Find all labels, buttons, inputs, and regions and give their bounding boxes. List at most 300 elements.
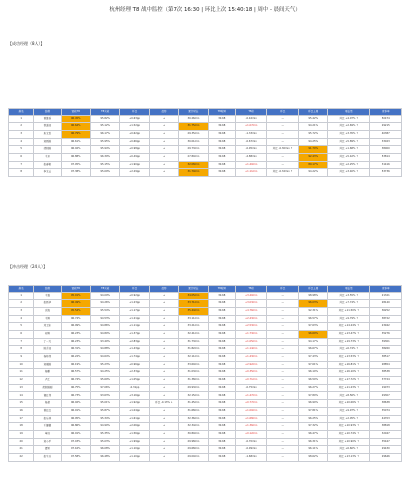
cell-t8-time: 30.68	[208, 161, 235, 169]
table-row-challenge	[9, 446, 402, 454]
cell-t8-actual: 95.69%	[90, 377, 119, 385]
cell-total-duration: 32.08min	[179, 161, 208, 169]
cell-change: +0.66pp	[120, 138, 149, 146]
table-row-challenge	[9, 392, 402, 400]
cell-competition: 38638	[370, 400, 402, 408]
cell-change-2: —	[267, 161, 299, 169]
cell-revenue-t8: 96.61%	[61, 138, 90, 146]
cell-t8-time: 30.68	[208, 430, 235, 438]
cell-t8-actual: 95.01%	[90, 400, 119, 408]
cell-revenue-t8: 96.79%	[61, 130, 90, 138]
cell-total-duration: 34.05min	[179, 292, 208, 300]
cell-change-2: —	[267, 423, 299, 431]
cell-change-2: —	[267, 153, 299, 161]
table-row-challenge	[9, 307, 402, 315]
cell-rank: 3	[9, 307, 34, 315]
cell-t8-price: -0.95min	[235, 146, 267, 154]
cell-rank: 1	[9, 292, 34, 300]
cell-t8-actual: 96.48%	[90, 453, 119, 461]
cell-change: +1.23pp	[120, 300, 149, 308]
cell-t8-price: +1.07min	[235, 123, 267, 131]
cell-revenue-t8: 96.99%	[61, 323, 90, 331]
cell-change-2: 环比 -0.30min ↑	[267, 146, 299, 154]
cell-t8-time: 30.68	[208, 446, 235, 454]
cell-t8-actual: 94.09%	[90, 292, 119, 300]
cell-revenue-t8: 96.92%	[61, 400, 90, 408]
table-row-challenge	[9, 423, 402, 431]
cell-trend: →	[149, 423, 178, 431]
cell-rank: 14	[9, 392, 34, 400]
cell-t8-time: 30.68	[208, 138, 235, 146]
cell-t8-actual: 93.40%	[90, 338, 119, 346]
section-label-challenge: 【冲击经理（24人）】	[8, 264, 48, 269]
cell-t8-price: +0.12min	[235, 430, 267, 438]
cell-manager: 余海	[34, 307, 61, 315]
column-header-week-change: 环比上周	[298, 109, 327, 116]
section-label-success: 【成功经理（8人）】	[8, 41, 45, 46]
cell-week-change: 94.22%	[298, 169, 327, 177]
table-row-challenge	[9, 415, 402, 423]
cell-week-change: 96.25%	[298, 415, 327, 423]
cell-total-duration: 33.71min	[179, 300, 208, 308]
cell-manager: 张春艳	[34, 161, 61, 169]
table-row-success	[9, 130, 402, 138]
cell-total-duration: 31.79min	[179, 169, 208, 177]
cell-growth: 环比 +13.53% ↑	[328, 354, 370, 362]
cell-total-duration: 30.01min	[179, 138, 208, 146]
cell-t8-time: 30.68	[208, 307, 235, 315]
cell-competition: 38722	[370, 315, 402, 323]
cell-growth: 环比 +2.05% ↑	[328, 415, 370, 423]
cell-manager: 王强	[34, 292, 61, 300]
cell-change: +2.29pp	[120, 169, 149, 177]
table-row-success	[9, 138, 402, 146]
cell-t8-time: 30.68	[208, 323, 235, 331]
column-header-growth: 增长量	[328, 109, 370, 116]
cell-rank: 7	[9, 338, 34, 346]
cell-competition: 35074	[370, 407, 402, 415]
cell-total-duration: 29.35min	[179, 130, 208, 138]
cell-competition: 39301	[370, 338, 402, 346]
column-header-revenue-t8: 营收T8	[61, 286, 90, 293]
cell-change: -0.31pp	[120, 384, 149, 392]
cell-t8-time: 30.68	[208, 377, 235, 385]
cell-trend: →	[149, 377, 178, 385]
cell-total-duration: 31.03min	[179, 369, 208, 377]
cell-total-duration: 32.36min	[179, 415, 208, 423]
cell-competition: 19073	[370, 384, 402, 392]
cell-change: +1.56pp	[120, 430, 149, 438]
cell-change-2: —	[267, 453, 299, 461]
cell-trend: →	[149, 361, 178, 369]
cell-change: +1.11pp	[120, 323, 149, 331]
cell-revenue-t8: 96.73%	[61, 392, 90, 400]
cell-growth: 环比 +8.56% ↑	[328, 392, 370, 400]
cell-change: +1.99pp	[120, 438, 149, 446]
cell-change-2: —	[267, 446, 299, 454]
cell-competition: 32047	[370, 430, 402, 438]
cell-competition: 38538	[370, 369, 402, 377]
cell-t8-actual: 95.54%	[90, 307, 119, 315]
cell-manager: 朱文哲	[34, 130, 61, 138]
cell-competition: 36252	[370, 307, 402, 315]
cell-total-duration: 33.11min	[179, 315, 208, 323]
cell-competition: 38818	[370, 423, 402, 431]
cell-t8-actual: 95.03%	[90, 438, 119, 446]
success-manager-table	[8, 108, 402, 177]
cell-change: +2.06pp	[120, 423, 149, 431]
cell-trend: →	[149, 307, 178, 315]
cell-t8-actual: 96.17%	[90, 130, 119, 138]
cell-t8-time: 30.68	[208, 415, 235, 423]
cell-t8-actual: 95.09%	[90, 169, 119, 177]
cell-week-change: 98.62%	[298, 453, 327, 461]
cell-manager: 谢红伟	[34, 392, 61, 400]
cell-revenue-t8: 96.88%	[61, 153, 90, 161]
cell-week-change: 97.43%	[298, 354, 327, 362]
cell-total-duration: 29.00min	[179, 453, 208, 461]
cell-t8-time: 30.68	[208, 115, 235, 123]
cell-t8-time: 30.68	[208, 315, 235, 323]
cell-t8-price: +1.40min	[235, 161, 267, 169]
cell-t8-actual: 94.86%	[90, 323, 119, 331]
cell-trend: →	[149, 415, 178, 423]
table-row-challenge	[9, 377, 402, 385]
column-header-growth: 增长量	[328, 286, 370, 293]
cell-week-change: 96.11%	[298, 446, 327, 454]
cell-t8-time: 30.68	[208, 361, 235, 369]
table-row-challenge	[9, 430, 402, 438]
cell-manager: 陈乔波	[34, 346, 61, 354]
cell-week-change: 96.10%	[298, 369, 327, 377]
cell-week-change: 96.03%	[298, 300, 327, 308]
cell-revenue-t8: 96.22%	[61, 354, 90, 362]
column-header-manager: 经理	[34, 286, 61, 293]
cell-total-duration: 33.21min	[179, 323, 208, 331]
cell-change: +1.05pp	[120, 377, 149, 385]
column-header-trend: 趋势	[149, 109, 178, 116]
cell-rank: 2	[9, 300, 34, 308]
cell-growth: 环比 +16.10% ↑	[328, 369, 370, 377]
cell-growth: 环比 +5.42% ↑	[328, 153, 370, 161]
cell-rank: 7	[9, 161, 34, 169]
cell-rank: 19	[9, 430, 34, 438]
cell-revenue-t8: 96.57%	[61, 369, 90, 377]
cell-growth: 环比 +19.73% ↑	[328, 338, 370, 346]
cell-competition: 37724	[370, 377, 402, 385]
cell-manager: 胡阳刚刚	[34, 384, 61, 392]
cell-manager: 张乐林	[34, 415, 61, 423]
cell-trend: →	[149, 153, 178, 161]
cell-trend: →	[149, 169, 178, 177]
cell-t8-time: 30.68	[208, 346, 235, 354]
cell-total-duration: 31.73min	[179, 338, 208, 346]
cell-rank: 5	[9, 323, 34, 331]
cell-change: +1.43pp	[120, 346, 149, 354]
cell-growth: 环比 +13.13% ↑	[328, 453, 370, 461]
cell-trend: →	[149, 292, 178, 300]
cell-revenue-t8: 96.86%	[61, 423, 90, 431]
cell-t8-price: +1.43min	[235, 354, 267, 362]
cell-manager: 单进	[34, 430, 61, 438]
cell-t8-price: +1.36min	[235, 423, 267, 431]
cell-total-duration: 32.34min	[179, 423, 208, 431]
cell-manager: 邓卫东	[34, 323, 61, 331]
cell-t8-actual: 94.64%	[90, 354, 119, 362]
cell-competition: 29646	[370, 453, 402, 461]
cell-t8-actual: 95.23%	[90, 361, 119, 369]
cell-t8-actual: 96.08%	[90, 446, 119, 454]
cell-change-2: —	[267, 392, 299, 400]
cell-trend: →	[149, 138, 178, 146]
cell-competition: 31416	[370, 161, 402, 169]
column-header-change: 环比	[120, 286, 149, 293]
cell-t8-time: 30.68	[208, 146, 235, 154]
cell-change-2: —	[267, 415, 299, 423]
cell-revenue-t8: 97.38%	[61, 169, 90, 177]
cell-change-2: —	[267, 407, 299, 415]
cell-revenue-t8: 96.91%	[61, 407, 90, 415]
cell-total-duration: 30.26min	[179, 115, 208, 123]
table-row-challenge	[9, 338, 402, 346]
cell-total-duration: 29.73min	[179, 146, 208, 154]
cell-t8-actual: 95.15%	[90, 161, 119, 169]
cell-growth: 环比 +16.81% ↑	[328, 361, 370, 369]
cell-manager: 丁一凡	[34, 338, 61, 346]
cell-growth: 环比 +6.74% ↑	[328, 346, 370, 354]
cell-change: +2.83pp	[120, 338, 149, 346]
cell-change-2: —	[267, 315, 299, 323]
cell-change: +1.10pp	[120, 446, 149, 454]
cell-growth: 环比 +11.50% ↑	[328, 307, 370, 315]
cell-rank: 4	[9, 315, 34, 323]
cell-week-change: 96.47%	[298, 430, 327, 438]
cell-change-2: —	[267, 369, 299, 377]
cell-t8-actual: 94.88%	[90, 346, 119, 354]
cell-t8-price: -0.70min	[235, 438, 267, 446]
cell-trend: 环比 -0.13% ↓	[149, 400, 178, 408]
cell-manager: 王芳	[34, 153, 61, 161]
cell-rank: 20	[9, 438, 34, 446]
cell-growth: 环比 +10.74% ↑	[328, 430, 370, 438]
cell-t8-time: 30.68	[208, 330, 235, 338]
cell-total-duration: 31.45min	[179, 400, 208, 408]
cell-trend: →	[149, 384, 178, 392]
cell-competition: 53814	[370, 153, 402, 161]
cell-change: +2.33pp	[120, 369, 149, 377]
cell-t8-price: +1.47min	[235, 392, 267, 400]
cell-week-change: 94.25%	[298, 138, 327, 146]
cell-change: +0.96pp	[120, 361, 149, 369]
cell-week-change: 94.21%	[298, 123, 327, 131]
cell-trend: →	[149, 161, 178, 169]
cell-revenue-t8: 97.16%	[61, 446, 90, 454]
cell-manager: 胡阳刚	[34, 146, 61, 154]
cell-competition: 44703	[370, 415, 402, 423]
cell-rank: 4	[9, 138, 34, 146]
table-row-challenge	[9, 438, 402, 446]
cell-trend: →	[149, 346, 178, 354]
cell-week-change: 96.67%	[298, 346, 327, 354]
cell-rank: 8	[9, 169, 34, 177]
cell-revenue-t8: 96.75%	[61, 384, 90, 392]
table-row-challenge	[9, 400, 402, 408]
cell-total-duration: 33.60min	[179, 361, 208, 369]
cell-growth: 环比 +10.93% ↑	[328, 423, 370, 431]
cell-trend: →	[149, 330, 178, 338]
cell-t8-actual: 95.82%	[90, 115, 119, 123]
cell-t8-actual: 94.26%	[90, 300, 119, 308]
table-row-success	[9, 115, 402, 123]
cell-trend: →	[149, 123, 178, 131]
cell-rank: 6	[9, 153, 34, 161]
column-header-t8-time: T8时间	[208, 109, 235, 116]
cell-growth: 环比 +9.79% ↑	[328, 315, 370, 323]
cell-manager: 刘新刚	[34, 138, 61, 146]
cell-trend: →	[149, 446, 178, 454]
cell-week-change: 96.27%	[298, 384, 327, 392]
cell-total-duration: 31.68min	[179, 407, 208, 415]
cell-t8-actual: 95.94%	[90, 146, 119, 154]
cell-change: +1.61pp	[120, 415, 149, 423]
cell-growth: 环比 +7.74% ↑	[328, 300, 370, 308]
cell-week-change: 96.57%	[298, 315, 327, 323]
cell-t8-price: -0.67min	[235, 138, 267, 146]
cell-change-2: —	[267, 292, 299, 300]
page-title: 杭州经理 T8 战中监控（第7次 16:30 | 环比上次 15:40:18 | 周中 - 晨间天气）	[109, 7, 301, 13]
cell-total-duration: 35.44min	[179, 307, 208, 315]
cell-change-2: —	[267, 115, 299, 123]
cell-change-2: —	[267, 400, 299, 408]
challenge-manager-table	[8, 285, 402, 462]
cell-competition: 40387	[370, 130, 402, 138]
cell-t8-price: +3.40min	[235, 292, 267, 300]
cell-competition: 28140	[370, 300, 402, 308]
cell-rank: 9	[9, 354, 34, 362]
cell-growth: 环比 +1.68% ↑	[328, 146, 370, 154]
cell-t8-actual: 93.63%	[90, 392, 119, 400]
cell-revenue-t8: 96.64%	[61, 123, 90, 131]
cell-change: +1.74pp	[120, 354, 149, 362]
cell-change: +0.63pp	[120, 115, 149, 123]
cell-t8-time: 30.68	[208, 392, 235, 400]
cell-change-2: —	[267, 346, 299, 354]
cell-change: +0.92pp	[120, 292, 149, 300]
cell-revenue-t8: 96.74%	[61, 315, 90, 323]
cell-growth: 环比 +2.69% ↑	[328, 123, 370, 131]
cell-trend: →	[149, 323, 178, 331]
table-row-success	[9, 153, 402, 161]
cell-growth: 环比 +14.24% ↑	[328, 323, 370, 331]
cell-total-duration: 31.82min	[179, 346, 208, 354]
cell-total-duration: 30.80min	[179, 430, 208, 438]
cell-change-2: 环比 -0.32min ↑	[267, 169, 299, 177]
cell-t8-price: -0.42min	[235, 115, 267, 123]
cell-change-2: —	[267, 338, 299, 346]
cell-t8-price: +2.43min	[235, 315, 267, 323]
cell-growth: 环比 +4.07% ↑	[328, 115, 370, 123]
cell-trend: →	[149, 115, 178, 123]
cell-t8-time: 30.68	[208, 169, 235, 177]
cell-t8-price: -0.75min	[235, 384, 267, 392]
column-header-t8-price: T8价	[235, 286, 267, 293]
cell-revenue-t8: 97.03%	[61, 438, 90, 446]
cell-change: +1.04pp	[120, 407, 149, 415]
cell-week-change: 95.42%	[298, 115, 327, 123]
cell-trend: →	[149, 430, 178, 438]
cell-revenue-t8: 96.31%	[61, 346, 90, 354]
cell-growth: 环比 +10.90% ↑	[328, 438, 370, 446]
cell-change-2: —	[267, 438, 299, 446]
cell-change: +3.16pp	[120, 392, 149, 400]
cell-competition: 38000	[370, 146, 402, 154]
column-header-week-change: 环比上周	[298, 286, 327, 293]
cell-revenue-t8: 96.23%	[61, 338, 90, 346]
cell-t8-time: 30.68	[208, 123, 235, 131]
cell-manager: 谭男	[34, 446, 61, 454]
cell-change: +0.49pp	[120, 153, 149, 161]
cell-manager: 何辉	[34, 330, 61, 338]
cell-manager: 王馨馨	[34, 423, 61, 431]
table-row-challenge	[9, 292, 402, 300]
cell-rank: 21	[9, 446, 34, 454]
cell-t8-price: +2.53min	[235, 323, 267, 331]
cell-t8-actual: 95.87%	[90, 407, 119, 415]
cell-t8-actual: 95.12%	[90, 123, 119, 131]
cell-t8-time: 30.68	[208, 384, 235, 392]
cell-manager: 曾红红	[34, 407, 61, 415]
cell-trend: →	[149, 130, 178, 138]
cell-rank: 5	[9, 146, 34, 154]
column-header-t8-actual: T8实收	[90, 286, 119, 293]
cell-t8-time: 30.68	[208, 423, 235, 431]
cell-rank: 8	[9, 346, 34, 354]
cell-t8-time: 30.68	[208, 407, 235, 415]
cell-change-2: —	[267, 323, 299, 331]
cell-t8-price: +1.73min	[235, 330, 267, 338]
cell-rank: 17	[9, 415, 34, 423]
cell-trend: →	[149, 338, 178, 346]
cell-competition: 53736	[370, 169, 402, 177]
table-row-challenge	[9, 354, 402, 362]
column-header-rank: 排名	[9, 109, 34, 116]
cell-change-2: —	[267, 354, 299, 362]
cell-rank: 12	[9, 377, 34, 385]
cell-total-duration: 32.11min	[179, 354, 208, 362]
table-row-challenge	[9, 384, 402, 392]
cell-t8-actual: 95.34%	[90, 415, 119, 423]
cell-change: +0.98pp	[120, 146, 149, 154]
cell-growth: 环比 +9.97% ↑	[328, 407, 370, 415]
cell-growth: 环比 +11.23% ↑	[328, 384, 370, 392]
cell-t8-price: -0.99min	[235, 446, 267, 454]
cell-trend: →	[149, 146, 178, 154]
cell-manager: 卢江	[34, 377, 61, 385]
table-row-challenge	[9, 407, 402, 415]
cell-trend: →	[149, 392, 178, 400]
cell-rank: 18	[9, 423, 34, 431]
cell-change-2: —	[267, 307, 299, 315]
cell-growth: 环比 +6.60% ↑	[328, 446, 370, 454]
cell-t8-time: 30.68	[208, 354, 235, 362]
cell-week-change: 96.90%	[298, 400, 327, 408]
cell-change-2: —	[267, 361, 299, 369]
cell-t8-actual: 94.25%	[90, 369, 119, 377]
cell-t8-time: 30.68	[208, 453, 235, 461]
cell-change: +0.62pp	[120, 130, 149, 138]
cell-change: +1.21pp	[120, 315, 149, 323]
cell-revenue-t8: 96.91%	[61, 430, 90, 438]
